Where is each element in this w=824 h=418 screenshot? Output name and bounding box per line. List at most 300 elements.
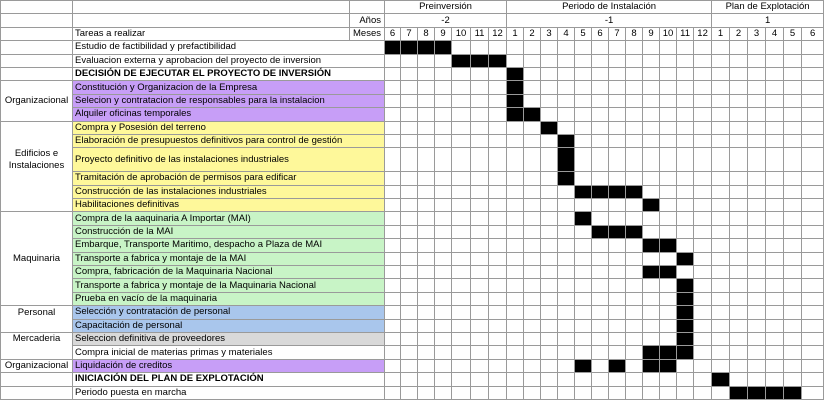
gantt-cell[interactable] [802,67,824,80]
gantt-cell[interactable] [609,41,626,54]
gantt-filled-cell[interactable] [609,225,626,238]
gantt-cell[interactable] [626,332,643,345]
gantt-cell[interactable] [643,67,660,80]
gantt-cell[interactable] [401,121,418,134]
gantt-cell[interactable] [452,346,471,359]
gantt-cell[interactable] [730,148,748,172]
gantt-cell[interactable] [507,266,524,279]
gantt-cell[interactable] [575,306,592,319]
gantt-cell[interactable] [626,199,643,212]
gantt-cell[interactable] [524,212,541,225]
gantt-cell[interactable] [575,373,592,386]
gantt-cell[interactable] [626,67,643,80]
gantt-cell[interactable] [471,41,489,54]
gantt-cell[interactable] [784,121,802,134]
gantt-cell[interactable] [802,212,824,225]
gantt-cell[interactable] [385,172,401,185]
gantt-cell[interactable] [660,94,677,107]
gantt-cell[interactable] [712,172,730,185]
gantt-cell[interactable] [784,332,802,345]
gantt-cell[interactable] [748,239,766,252]
gantt-cell[interactable] [609,134,626,147]
gantt-cell[interactable] [471,185,489,198]
category-cell[interactable] [1,185,73,198]
gantt-cell[interactable] [489,108,507,121]
gantt-cell[interactable] [418,252,435,265]
gantt-cell[interactable] [730,319,748,332]
gantt-cell[interactable] [730,94,748,107]
gantt-cell[interactable] [418,67,435,80]
month-number[interactable]: 3 [541,27,558,40]
category-cell[interactable] [1,306,73,319]
gantt-cell[interactable] [694,279,712,292]
gantt-cell[interactable] [643,332,660,345]
gantt-cell[interactable] [592,54,609,67]
gantt-cell[interactable] [418,386,435,399]
gantt-cell[interactable] [802,108,824,121]
gantt-cell[interactable] [471,346,489,359]
category-cell[interactable] [1,332,73,345]
gantt-cell[interactable] [524,148,541,172]
gantt-cell[interactable] [802,148,824,172]
gantt-cell[interactable] [802,41,824,54]
gantt-cell[interactable] [471,239,489,252]
gantt-cell[interactable] [766,185,784,198]
gantt-cell[interactable] [418,332,435,345]
gantt-cell[interactable] [541,346,558,359]
gantt-cell[interactable] [694,94,712,107]
gantt-cell[interactable] [643,279,660,292]
gantt-cell[interactable] [435,359,452,372]
gantt-cell[interactable] [694,373,712,386]
gantt-cell[interactable] [784,239,802,252]
gantt-cell[interactable] [784,252,802,265]
gantt-cell[interactable] [401,54,418,67]
gantt-cell[interactable] [575,67,592,80]
task-name[interactable]: Capacitación de personal [73,319,385,332]
gantt-filled-cell[interactable] [609,185,626,198]
gantt-cell[interactable] [401,252,418,265]
gantt-cell[interactable] [592,134,609,147]
gantt-cell[interactable] [592,81,609,94]
gantt-cell[interactable] [435,67,452,80]
gantt-cell[interactable] [748,81,766,94]
gantt-cell[interactable] [802,94,824,107]
month-number[interactable]: 8 [418,27,435,40]
gantt-cell[interactable] [385,266,401,279]
gantt-cell[interactable] [471,266,489,279]
gantt-filled-cell[interactable] [541,121,558,134]
gantt-cell[interactable] [541,94,558,107]
gantt-cell[interactable] [418,239,435,252]
gantt-filled-cell[interactable] [766,386,784,399]
gantt-cell[interactable] [575,54,592,67]
gantt-filled-cell[interactable] [507,108,524,121]
gantt-cell[interactable] [660,54,677,67]
gantt-cell[interactable] [802,266,824,279]
gantt-cell[interactable] [609,332,626,345]
gantt-cell[interactable] [802,239,824,252]
task-name[interactable]: Proyecto definitivo de las instalaciones industriales [73,148,385,172]
gantt-cell[interactable] [660,148,677,172]
gantt-cell[interactable] [626,121,643,134]
gantt-cell[interactable] [558,81,575,94]
task-name[interactable]: Constitución y Organizacion de la Empresa [73,81,385,94]
gantt-cell[interactable] [385,252,401,265]
gantt-cell[interactable] [524,386,541,399]
gantt-filled-cell[interactable] [471,54,489,67]
gantt-cell[interactable] [385,225,401,238]
task-name[interactable]: Habilitaciones definitivas [73,199,385,212]
gantt-cell[interactable] [712,212,730,225]
gantt-cell[interactable] [401,225,418,238]
gantt-cell[interactable] [643,292,660,305]
gantt-cell[interactable] [541,81,558,94]
gantt-cell[interactable] [626,212,643,225]
gantt-cell[interactable] [712,332,730,345]
gantt-cell[interactable] [435,185,452,198]
gantt-filled-cell[interactable] [575,359,592,372]
gantt-cell[interactable] [766,225,784,238]
gantt-cell[interactable] [784,225,802,238]
gantt-filled-cell[interactable] [677,332,694,345]
gantt-cell[interactable] [507,172,524,185]
gantt-cell[interactable] [802,54,824,67]
gantt-cell[interactable] [575,332,592,345]
gantt-cell[interactable] [592,359,609,372]
gantt-filled-cell[interactable] [643,266,660,279]
gantt-cell[interactable] [507,212,524,225]
gantt-cell[interactable] [694,41,712,54]
gantt-filled-cell[interactable] [643,239,660,252]
gantt-cell[interactable] [766,212,784,225]
task-name[interactable]: Periodo puesta en marcha [73,386,385,399]
gantt-cell[interactable] [643,108,660,121]
gantt-cell[interactable] [712,346,730,359]
gantt-cell[interactable] [558,279,575,292]
gantt-cell[interactable] [609,172,626,185]
gantt-cell[interactable] [385,359,401,372]
gantt-cell[interactable] [507,386,524,399]
gantt-cell[interactable] [802,359,824,372]
gantt-cell[interactable] [435,332,452,345]
gantt-cell[interactable] [626,252,643,265]
month-number[interactable]: 5 [575,27,592,40]
gantt-cell[interactable] [784,67,802,80]
gantt-cell[interactable] [677,386,694,399]
task-name[interactable]: Selección y contratación de personal [73,306,385,319]
gantt-cell[interactable] [730,172,748,185]
gantt-cell[interactable] [712,148,730,172]
gantt-cell[interactable] [784,41,802,54]
gantt-cell[interactable] [730,54,748,67]
month-number[interactable]: 2 [524,27,541,40]
gantt-cell[interactable] [524,225,541,238]
gantt-cell[interactable] [660,373,677,386]
gantt-cell[interactable] [748,199,766,212]
gantt-cell[interactable] [609,81,626,94]
gantt-cell[interactable] [575,225,592,238]
gantt-cell[interactable] [558,373,575,386]
gantt-cell[interactable] [712,54,730,67]
gantt-cell[interactable] [748,108,766,121]
gantt-cell[interactable] [784,185,802,198]
gantt-cell[interactable] [489,306,507,319]
gantt-cell[interactable] [452,266,471,279]
gantt-cell[interactable] [471,359,489,372]
gantt-cell[interactable] [558,41,575,54]
month-number[interactable]: 8 [626,27,643,40]
gantt-cell[interactable] [609,319,626,332]
gantt-cell[interactable] [507,292,524,305]
month-number[interactable]: 11 [471,27,489,40]
gantt-cell[interactable] [730,252,748,265]
gantt-cell[interactable] [385,239,401,252]
gantt-cell[interactable] [677,148,694,172]
gantt-cell[interactable] [435,346,452,359]
gantt-cell[interactable] [712,67,730,80]
gantt-cell[interactable] [558,346,575,359]
gantt-cell[interactable] [541,373,558,386]
gantt-cell[interactable] [507,319,524,332]
gantt-cell[interactable] [643,134,660,147]
task-name[interactable]: Construcción de la MAI [73,225,385,238]
gantt-cell[interactable] [401,266,418,279]
gantt-cell[interactable] [677,81,694,94]
gantt-cell[interactable] [418,185,435,198]
gantt-cell[interactable] [712,279,730,292]
gantt-cell[interactable] [507,373,524,386]
gantt-cell[interactable] [541,67,558,80]
gantt-filled-cell[interactable] [592,185,609,198]
gantt-cell[interactable] [435,306,452,319]
gantt-cell[interactable] [507,346,524,359]
gantt-cell[interactable] [418,359,435,372]
gantt-cell[interactable] [418,346,435,359]
gantt-cell[interactable] [418,172,435,185]
gantt-cell[interactable] [435,199,452,212]
gantt-cell[interactable] [802,292,824,305]
gantt-cell[interactable] [712,121,730,134]
gantt-cell[interactable] [802,134,824,147]
gantt-cell[interactable] [452,41,471,54]
gantt-cell[interactable] [643,225,660,238]
gantt-cell[interactable] [660,292,677,305]
gantt-filled-cell[interactable] [626,185,643,198]
gantt-cell[interactable] [677,94,694,107]
task-name[interactable]: Seleccion definitiva de proveedores [73,332,385,345]
gantt-cell[interactable] [489,386,507,399]
blank-cell[interactable] [350,1,385,14]
blank-cell[interactable] [73,14,350,27]
gantt-cell[interactable] [660,279,677,292]
gantt-cell[interactable] [626,359,643,372]
gantt-cell[interactable] [575,148,592,172]
gantt-cell[interactable] [766,359,784,372]
gantt-cell[interactable] [660,332,677,345]
gantt-cell[interactable] [660,121,677,134]
gantt-cell[interactable] [802,252,824,265]
gantt-cell[interactable] [471,81,489,94]
gantt-cell[interactable] [784,346,802,359]
gantt-cell[interactable] [730,332,748,345]
gantt-cell[interactable] [452,81,471,94]
month-number[interactable]: 7 [609,27,626,40]
gantt-cell[interactable] [626,386,643,399]
gantt-cell[interactable] [677,266,694,279]
gantt-cell[interactable] [401,108,418,121]
gantt-cell[interactable] [592,373,609,386]
gantt-cell[interactable] [712,306,730,319]
category-cell[interactable] [1,134,73,147]
gantt-cell[interactable] [471,386,489,399]
gantt-cell[interactable] [471,199,489,212]
gantt-cell[interactable] [541,239,558,252]
gantt-cell[interactable] [541,319,558,332]
gantt-cell[interactable] [677,172,694,185]
gantt-cell[interactable] [592,266,609,279]
gantt-cell[interactable] [489,134,507,147]
gantt-cell[interactable] [401,346,418,359]
gantt-cell[interactable] [575,292,592,305]
gantt-cell[interactable] [401,212,418,225]
task-name[interactable]: Liquidación de creditos [73,359,385,372]
gantt-cell[interactable] [401,199,418,212]
gantt-cell[interactable] [541,359,558,372]
gantt-cell[interactable] [575,108,592,121]
gantt-cell[interactable] [452,252,471,265]
gantt-filled-cell[interactable] [748,386,766,399]
gantt-cell[interactable] [541,225,558,238]
gantt-cell[interactable] [541,172,558,185]
gantt-cell[interactable] [418,292,435,305]
gantt-cell[interactable] [558,332,575,345]
gantt-cell[interactable] [730,67,748,80]
anos-label[interactable]: Años [350,14,385,27]
gantt-cell[interactable] [694,319,712,332]
gantt-cell[interactable] [507,185,524,198]
gantt-cell[interactable] [730,292,748,305]
gantt-cell[interactable] [435,266,452,279]
category-cell[interactable] [1,81,73,94]
gantt-cell[interactable] [609,292,626,305]
gantt-cell[interactable] [471,292,489,305]
gantt-cell[interactable] [541,279,558,292]
gantt-cell[interactable] [766,279,784,292]
gantt-cell[interactable] [489,67,507,80]
gantt-cell[interactable] [558,359,575,372]
task-name[interactable]: Tramitación de aprobación de permisos para edificar [73,172,385,185]
gantt-cell[interactable] [524,172,541,185]
gantt-cell[interactable] [660,81,677,94]
gantt-cell[interactable] [784,279,802,292]
gantt-cell[interactable] [802,185,824,198]
gantt-cell[interactable] [489,373,507,386]
gantt-cell[interactable] [435,121,452,134]
gantt-cell[interactable] [558,121,575,134]
gantt-cell[interactable] [524,41,541,54]
gantt-cell[interactable] [730,239,748,252]
category-cell[interactable] [1,225,73,238]
gantt-cell[interactable] [524,67,541,80]
month-number[interactable]: 1 [712,27,730,40]
gantt-cell[interactable] [677,121,694,134]
gantt-cell[interactable] [748,266,766,279]
gantt-filled-cell[interactable] [435,41,452,54]
task-name[interactable]: Evaluacion externa y aprobacion del proyecto de inversion [73,54,385,67]
gantt-cell[interactable] [643,306,660,319]
gantt-cell[interactable] [694,332,712,345]
gantt-cell[interactable] [489,279,507,292]
gantt-cell[interactable] [471,121,489,134]
gantt-cell[interactable] [626,81,643,94]
gantt-filled-cell[interactable] [507,94,524,107]
gantt-cell[interactable] [385,279,401,292]
gantt-filled-cell[interactable] [507,67,524,80]
gantt-cell[interactable] [471,148,489,172]
gantt-cell[interactable] [592,319,609,332]
category-cell[interactable] [1,212,73,225]
gantt-cell[interactable] [558,108,575,121]
gantt-cell[interactable] [677,67,694,80]
gantt-cell[interactable] [694,54,712,67]
gantt-cell[interactable] [712,252,730,265]
gantt-cell[interactable] [435,279,452,292]
gantt-cell[interactable] [660,108,677,121]
gantt-cell[interactable] [401,373,418,386]
month-number[interactable]: 2 [730,27,748,40]
phase-name[interactable]: Periodo de Instalación [507,1,712,14]
gantt-cell[interactable] [507,332,524,345]
gantt-cell[interactable] [471,67,489,80]
gantt-cell[interactable] [766,252,784,265]
category-cell[interactable] [1,121,73,134]
gantt-cell[interactable] [592,212,609,225]
gantt-cell[interactable] [609,212,626,225]
gantt-cell[interactable] [452,148,471,172]
gantt-cell[interactable] [694,306,712,319]
gantt-cell[interactable] [524,252,541,265]
month-number[interactable]: 4 [766,27,784,40]
category-cell[interactable] [1,239,73,252]
gantt-cell[interactable] [643,386,660,399]
gantt-cell[interactable] [401,148,418,172]
gantt-cell[interactable] [712,292,730,305]
category-cell[interactable] [1,41,73,54]
gantt-cell[interactable] [643,252,660,265]
gantt-cell[interactable] [592,252,609,265]
gantt-cell[interactable] [592,239,609,252]
gantt-cell[interactable] [784,319,802,332]
meses-label[interactable]: Meses [350,27,385,40]
gantt-filled-cell[interactable] [385,41,401,54]
gantt-cell[interactable] [489,266,507,279]
gantt-cell[interactable] [558,306,575,319]
gantt-cell[interactable] [766,134,784,147]
gantt-cell[interactable] [766,199,784,212]
gantt-cell[interactable] [435,172,452,185]
gantt-cell[interactable] [575,121,592,134]
gantt-cell[interactable] [748,212,766,225]
gantt-cell[interactable] [558,266,575,279]
gantt-filled-cell[interactable] [401,41,418,54]
task-name[interactable]: Prueba en vacío de la maquinaria [73,292,385,305]
gantt-cell[interactable] [730,134,748,147]
gantt-cell[interactable] [609,94,626,107]
gantt-filled-cell[interactable] [677,346,694,359]
month-number[interactable]: 6 [802,27,824,40]
gantt-cell[interactable] [694,148,712,172]
